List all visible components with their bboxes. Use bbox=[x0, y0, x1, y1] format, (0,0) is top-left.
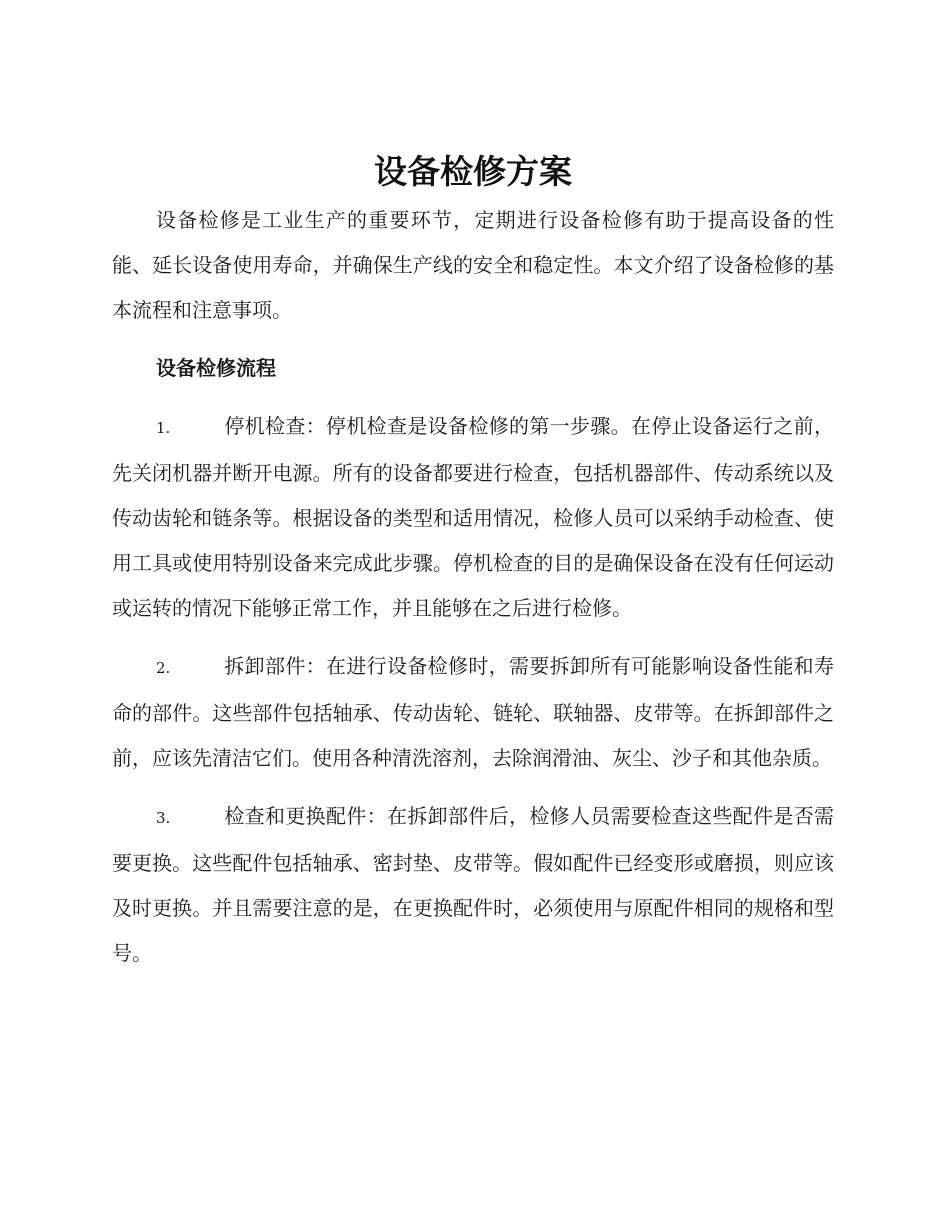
list-item-1 bbox=[112, 404, 834, 631]
list-item-text: 检查和更换配件：在拆卸部件后，检修人员需要检查这些配件是否需要更换。这些配件包括轴承、密封垫、皮带等。假如配件已经变形或磨损，则应该及时更换。并且需要注意的是，在更换配件时，必须使用与原配件相同的规格和型号。 bbox=[112, 804, 834, 965]
list-item-number: 2. bbox=[156, 659, 171, 677]
list-item-text: 停机检查：停机检查是设备检修的第一步骤。在停止设备运行之前，先关闭机器并断开电源。所有的设备都要进行检查，包括机器部件、传动系统以及传动齿轮和链条等。根据设备的类型和适用情况，检修人员可以采纳手动检查、使用工具或使用特别设备来完成此步骤。停机检查的目的是确保设备在没有任何运动或运转的情况下能够正常工作，并且能够在之后进行检修。 bbox=[112, 414, 834, 620]
list-item-number: 1. bbox=[156, 419, 171, 437]
list-item-paragraph bbox=[112, 404, 834, 631]
list-item-text: 拆卸部件：在进行设备检修时，需要拆卸所有可能影响设备性能和寿命的部件。这些部件包括轴承、传动齿轮、链轮、联轴器、皮带等。在拆卸部件之前，应该先清洁它们。使用各种清洗溶剂，去除润滑油、灰尘、沙子和其他杂质。 bbox=[112, 654, 834, 770]
list-item-2 bbox=[112, 644, 834, 781]
document-page bbox=[112, 148, 834, 976]
list-item-3 bbox=[112, 794, 834, 976]
intro-paragraph: 设备检修是工业生产的重要环节，定期进行设备检修有助于提高设备的性能、延长设备使用寿命，并确保生产线的安全和稳定性。本文介绍了设备检修的基本流程和注意事项。 bbox=[112, 208, 834, 322]
document-title: 设备检修方案 bbox=[374, 152, 572, 191]
list-item-paragraph bbox=[112, 794, 834, 976]
list-item-number: 3. bbox=[156, 809, 171, 827]
list-item-paragraph bbox=[112, 644, 834, 781]
section-heading: 设备检修流程 bbox=[156, 356, 276, 380]
